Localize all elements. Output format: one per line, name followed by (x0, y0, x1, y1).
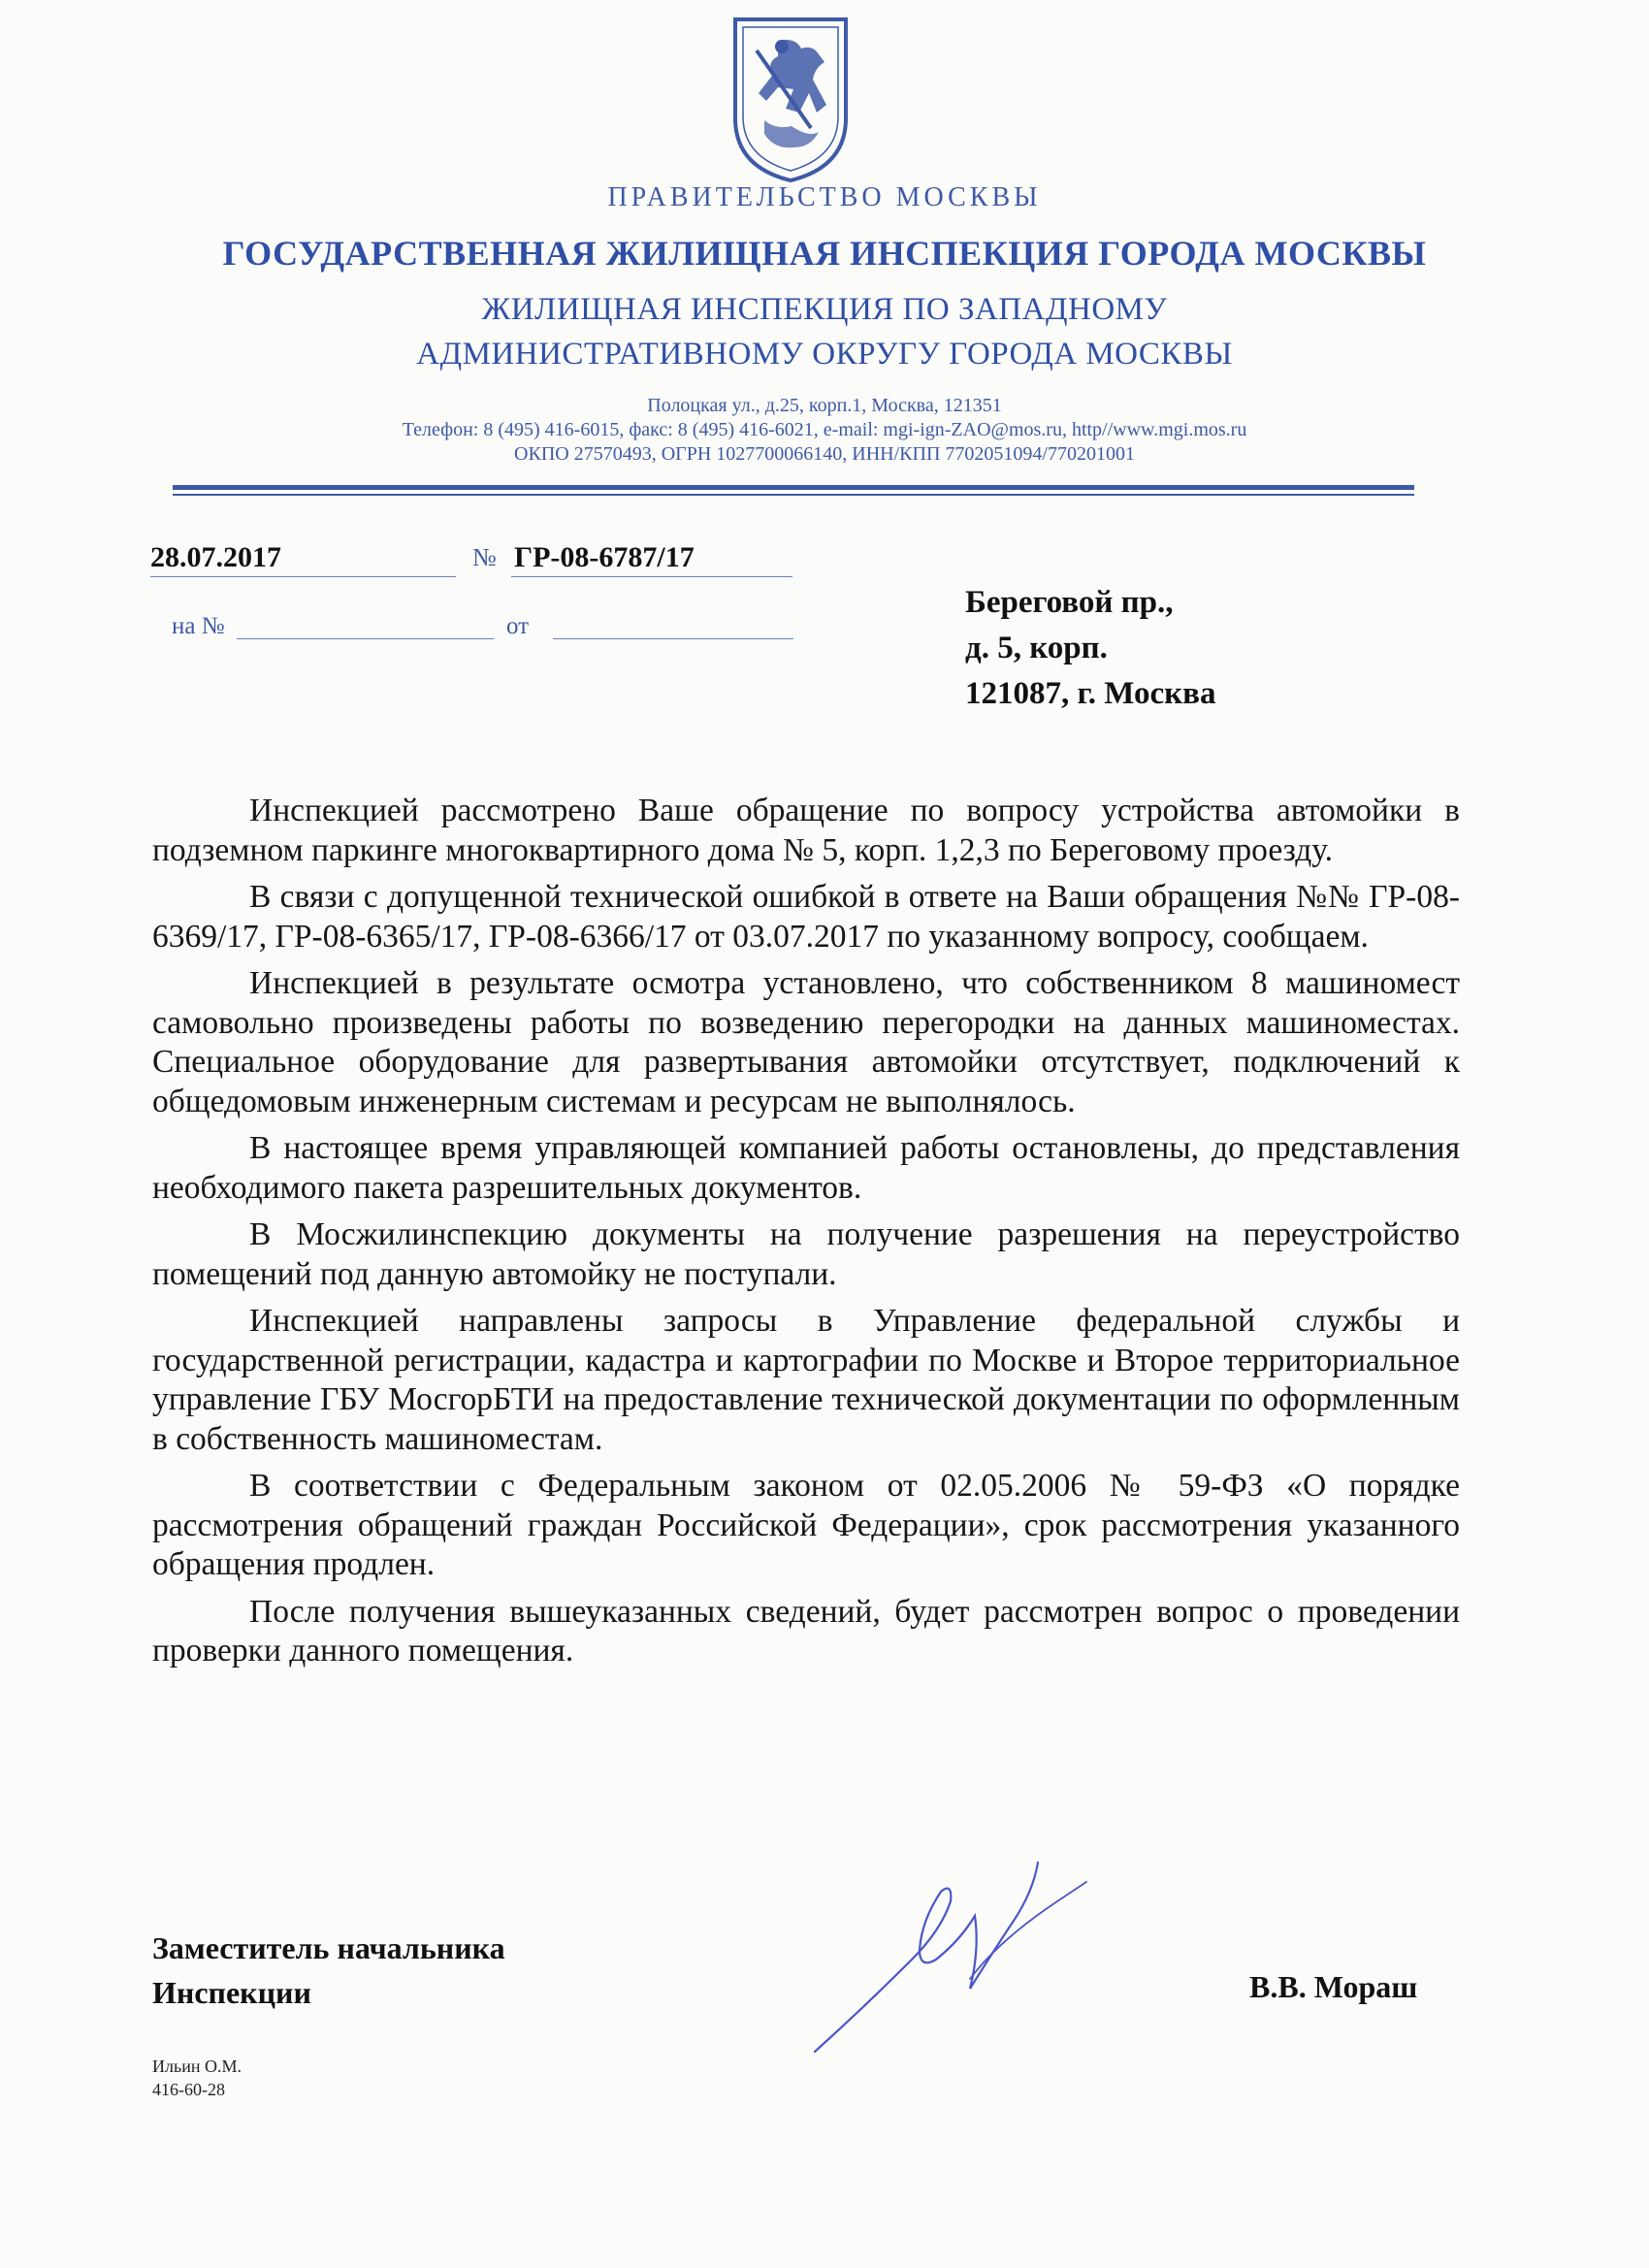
registry-line: ОКПО 27570493, ОГРН 1027700066140, ИНН/КПП 7702051094/770201001 (514, 443, 1135, 465)
executor-info (152, 2055, 242, 2101)
paragraph: Инспекцией в результате осмотра установлено, что собственником 8 машиномест самовольно произведены работы по возведению перегородки на данных машиноместах. Специальное оборудование для развертывания автомойки отсутствует, подключений к общедомовым инженерным системам и ресурсам не выполнялось. (152, 965, 1460, 1119)
address-line: Полоцкая ул., д.25, корп.1, Москва, 121351 (647, 395, 1002, 416)
paragraph: После получения вышеуказанных сведений, будет рассмотрен вопрос о проведении проверки данного помещения. (152, 1593, 1460, 1669)
recipient-address (965, 580, 1215, 717)
signatory-name: В.В. Мораш (1249, 1969, 1418, 2004)
inspection-title: ГОСУДАРСТВЕННАЯ ЖИЛИЩНАЯ ИНСПЕКЦИЯ ГОРОДА МОСКВЫ (222, 234, 1427, 273)
signatory-position (152, 1926, 505, 2015)
executor-phone: 416-60-28 (152, 2080, 225, 2099)
paragraph: В связи с допущенной технической ошибкой в ответе на Ваши обращения №№ ГР-08-6369/17, ГР-08-6365/17, ГР-08-6366/17 от 03.07.2017 по указанному вопросу, сообщаем. (152, 879, 1460, 955)
registration-number: ГР-08-6787/17 (514, 541, 695, 573)
recipient-line-1: Береговой пр., (965, 585, 1174, 620)
recipient-line-3: 121087, г. Москва (965, 676, 1216, 711)
registration-date: 28.07.2017 (150, 541, 281, 573)
recipient-line-2: д. 5, корп. (965, 631, 1108, 665)
date-underline (150, 576, 456, 577)
header-rule-thick (173, 485, 1414, 490)
from-underline (553, 638, 793, 639)
number-underline (511, 576, 792, 577)
position-line-2: Инспекции (152, 1975, 311, 2010)
paragraph: Инспекцией рассмотрено Ваше обращение по вопросу устройства автомойки в подземном паркинге многоквартирного дома № 5, корп. 1,2,3 по Береговому проезду. (152, 793, 1460, 868)
department-title (0, 287, 1649, 376)
position-line-1: Заместитель начальника (152, 1930, 505, 1965)
department-line-1: ЖИЛИЩНАЯ ИНСПЕКЦИЯ ПО ЗАПАДНОМУ (481, 292, 1168, 327)
reference-label: на № (172, 613, 225, 639)
government-title: ПРАВИТЕЛЬСТВО МОСКВЫ (607, 182, 1042, 212)
department-line-2: АДМИНИСТРАТИВНОМУ ОКРУГУ ГОРОДА МОСКВЫ (416, 337, 1233, 372)
handwritten-signature (805, 1843, 1096, 2066)
moscow-coat-of-arms-icon (718, 12, 863, 186)
header-rule-thin (173, 494, 1414, 496)
number-sign: № (472, 543, 497, 571)
contact-block (0, 394, 1649, 467)
paragraph: В Мосжилинспекцию документы на получение разрешения на переустройство помещений под данную автомойку не поступали. (152, 1216, 1460, 1292)
letter-body (152, 792, 1460, 1679)
contacts-line: Телефон: 8 (495) 416-6015, факс: 8 (495) 416-6021, e-mail: mgi-ign-ZAO@mos.ru, http//www.mgi.mos.ru (402, 419, 1247, 440)
from-label: от (506, 613, 530, 639)
paragraph: В настоящее время управляющей компанией работы остановлены, до представления необходимого пакета разрешительных документов. (152, 1130, 1460, 1206)
paragraph: В соответствии с Федеральным законом от 02.05.2006 № 59-ФЗ «О порядке рассмотрения обращений граждан Российской Федерации», срок рассмотрения указанного обращения продлен. (152, 1468, 1460, 1582)
reference-underline (237, 638, 494, 639)
executor-name: Ильин О.М. (152, 2057, 242, 2076)
paragraph: Инспекцией направлены запросы в Управление федеральной службы и государственной регистрации, кадастра и картографии по Москве и Второе территориальное управление ГБУ МосгорБТИ на предоставление технической документации по оформленным в собственность машиноместам. (152, 1303, 1460, 1457)
